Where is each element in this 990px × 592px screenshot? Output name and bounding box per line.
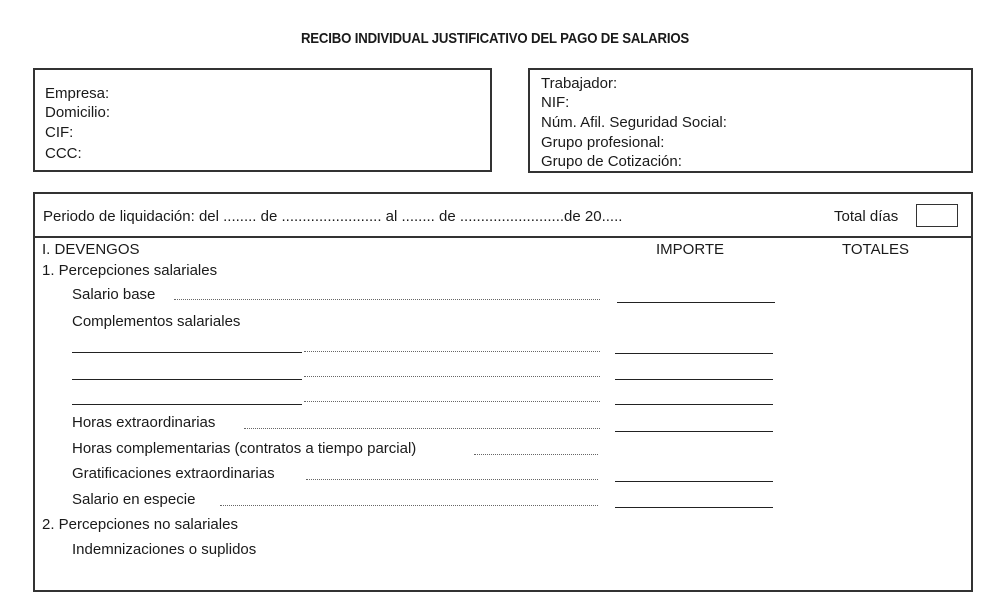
trabajador-label: Trabajador: xyxy=(541,75,618,92)
section-percepciones-no-salariales: 2. Percepciones no salariales xyxy=(42,516,238,533)
gratificaciones-dots xyxy=(306,479,598,480)
gratificaciones-label: Gratificaciones extraordinarias xyxy=(72,465,275,482)
document-title: RECIBO INDIVIDUAL JUSTIFICATIVO DEL PAGO DE SALARIOS xyxy=(300,30,690,47)
complemento-1-name[interactable] xyxy=(72,352,302,353)
horas-complementarias-label: Horas complementarias (contratos a tiempo parcial) xyxy=(72,440,417,457)
salario-base-dots xyxy=(174,299,600,300)
salario-especie-label: Salario en especie xyxy=(72,491,196,508)
horas-complementarias-dots xyxy=(474,454,598,455)
complementos-label: Complementos salariales xyxy=(72,313,241,330)
cif-label: CIF: xyxy=(45,124,74,141)
empresa-label: Empresa: xyxy=(45,85,110,102)
complemento-2-name[interactable] xyxy=(72,379,302,380)
complemento-3-importe[interactable] xyxy=(615,404,773,405)
afiliacion-label: Núm. Afil. Seguridad Social: xyxy=(541,114,727,131)
divider xyxy=(35,236,971,238)
horas-extra-label: Horas extraordinarias xyxy=(72,414,216,431)
empresa-box xyxy=(33,68,492,172)
devengos-heading: I. DEVENGOS xyxy=(42,241,140,258)
horas-extra-dots xyxy=(244,428,600,429)
salario-especie-dots xyxy=(220,505,598,506)
total-dias-label: Total días xyxy=(834,208,899,225)
section-percepciones-salariales: 1. Percepciones salariales xyxy=(42,262,218,279)
salario-base-label: Salario base xyxy=(72,286,156,303)
complemento-3-name[interactable] xyxy=(72,404,302,405)
trabajador-box xyxy=(528,68,973,173)
periodo-label: Periodo de liquidación: del ........ de ........................ al ........ de .........................de 20..... xyxy=(43,208,623,225)
grupo-cotizacion-label: Grupo de Cotización: xyxy=(541,153,682,170)
complemento-1-dots xyxy=(304,351,600,352)
grupo-profesional-label: Grupo profesional: xyxy=(541,134,665,151)
salario-base-importe[interactable] xyxy=(617,302,775,303)
ccc-label: CCC: xyxy=(45,145,82,162)
indemnizaciones-label: Indemnizaciones o suplidos xyxy=(72,541,257,558)
nif-label: NIF: xyxy=(541,94,570,111)
horas-extra-importe[interactable] xyxy=(615,431,773,432)
importe-header: IMPORTE xyxy=(656,241,725,258)
gratificaciones-importe[interactable] xyxy=(615,481,773,482)
domicilio-label: Domicilio: xyxy=(45,104,111,121)
complemento-3-dots xyxy=(304,401,600,402)
total-dias-field[interactable] xyxy=(916,204,958,227)
complemento-2-importe[interactable] xyxy=(615,379,773,380)
complemento-2-dots xyxy=(304,376,600,377)
complemento-1-importe[interactable] xyxy=(615,353,773,354)
salario-especie-importe[interactable] xyxy=(615,507,773,508)
totales-header: TOTALES xyxy=(842,241,909,258)
